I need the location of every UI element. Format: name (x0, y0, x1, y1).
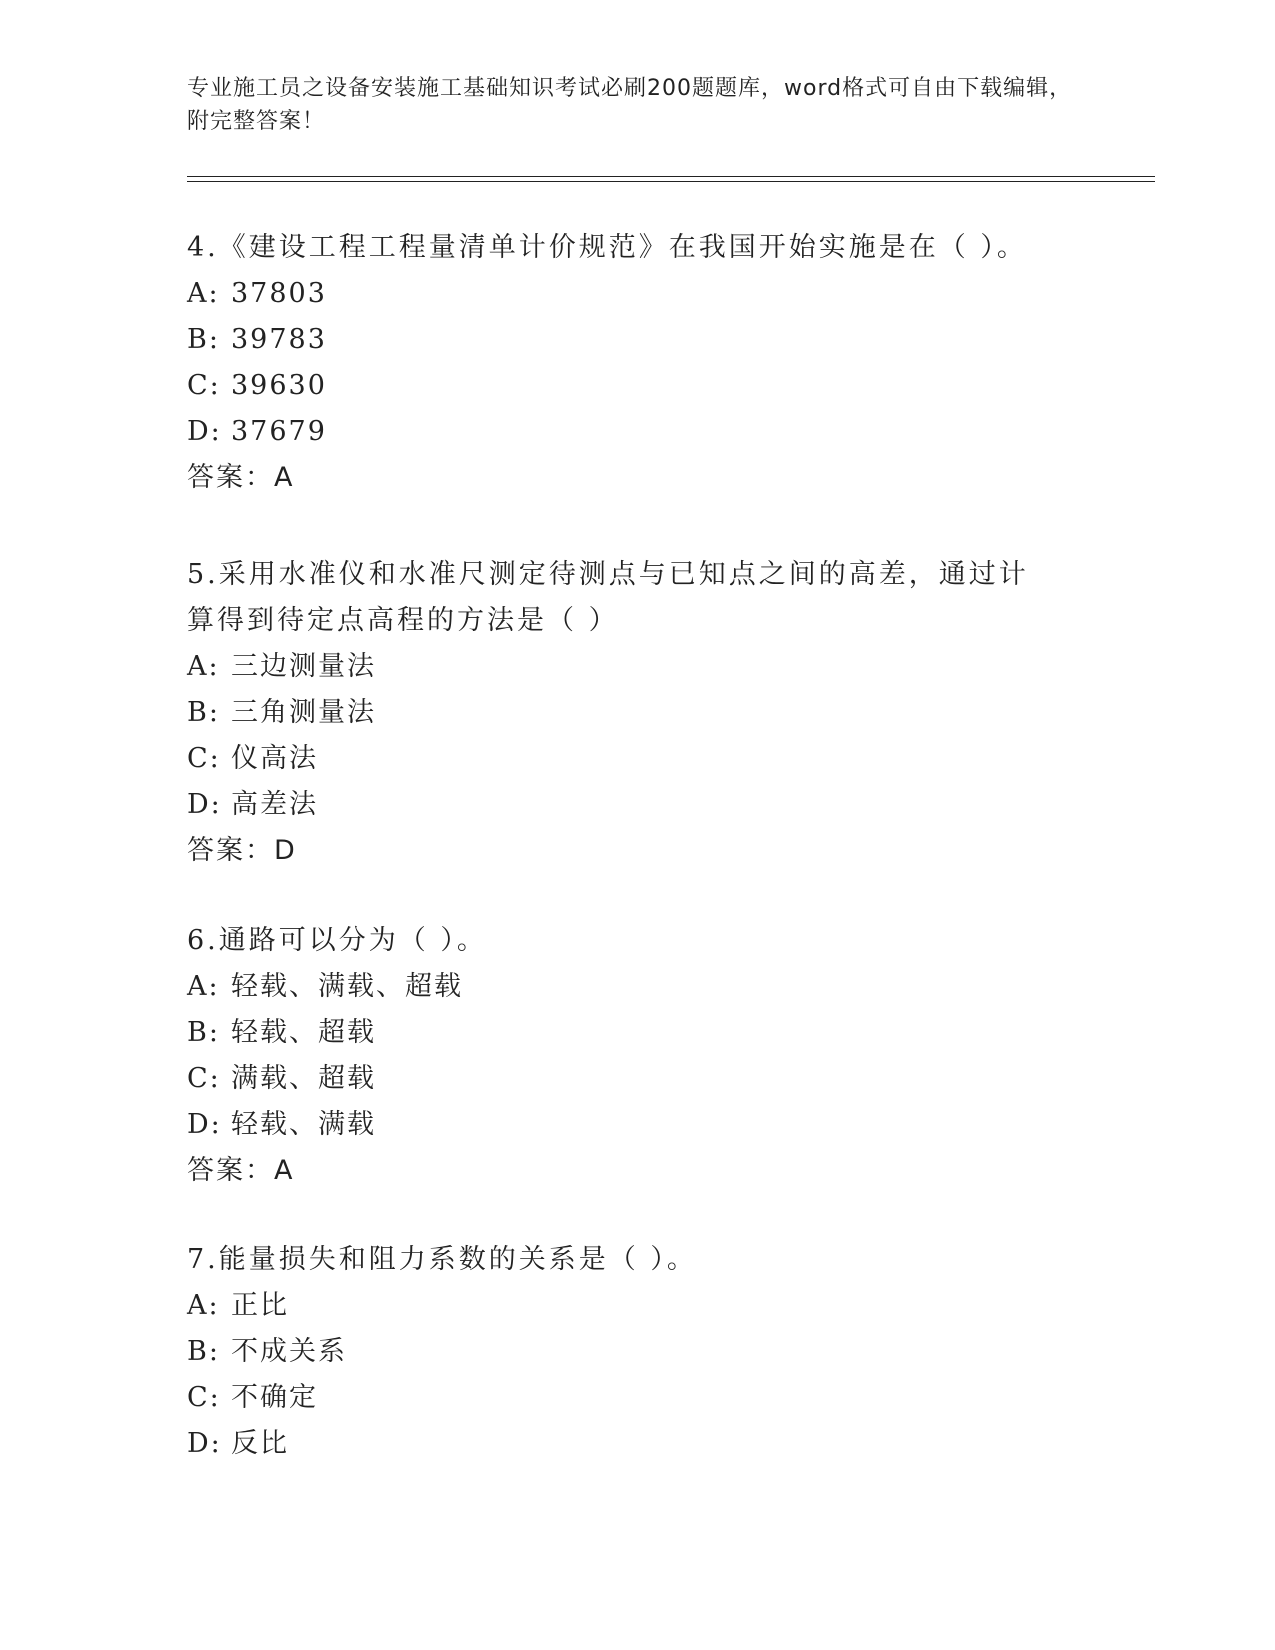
option-letter: C: (187, 743, 221, 774)
option-text: 高差法 (231, 789, 318, 820)
option-a (187, 1283, 1087, 1329)
option-letter: C: (187, 1382, 221, 1413)
answer-line: 答案：D (187, 835, 297, 866)
option-a (187, 964, 1087, 1010)
answer-line: 答案：A (187, 1155, 295, 1186)
option-letter: A: (187, 651, 220, 682)
option-text: 三边测量法 (231, 651, 376, 682)
question-5 (187, 552, 1087, 874)
option-letter: D: (187, 789, 222, 820)
question-stem: 4.《建设工程工程量清单计价规范》在我国开始实施是在（ ）。 (187, 232, 1027, 263)
option-text: 反比 (231, 1428, 289, 1459)
option-text: 39630 (231, 370, 327, 401)
option-letter: B: (187, 324, 220, 355)
option-b (187, 317, 1087, 363)
question-4 (187, 225, 1087, 501)
question-6 (187, 918, 1087, 1194)
option-d (187, 1421, 1087, 1467)
option-text: 正比 (231, 1290, 289, 1321)
question-7 (187, 1237, 1087, 1467)
option-text: 不确定 (231, 1382, 318, 1413)
option-c (187, 1056, 1087, 1102)
option-d (187, 409, 1087, 455)
option-d (187, 1102, 1087, 1148)
option-text: 37803 (231, 278, 327, 309)
option-a (187, 644, 1087, 690)
option-text: 满载、超载 (231, 1063, 376, 1094)
option-text: 37679 (231, 416, 327, 447)
option-d (187, 782, 1087, 828)
option-letter: B: (187, 1336, 220, 1367)
question-stem: 6.通路可以分为（ ）。 (187, 925, 487, 956)
header-double-rule (187, 176, 1155, 182)
option-letter: D: (187, 416, 222, 447)
document-header: 专业施工员之设备安装施工基础知识考试必刷200题题库，word格式可自由下载编辑，附完整答案！ (187, 76, 1073, 134)
option-c (187, 1375, 1087, 1421)
option-letter: B: (187, 1017, 220, 1048)
option-b (187, 1010, 1087, 1056)
option-letter: A: (187, 1290, 220, 1321)
option-text: 轻载、满载 (231, 1109, 376, 1140)
option-letter: A: (187, 971, 220, 1002)
option-text: 轻载、满载、超载 (231, 971, 463, 1002)
option-text: 仪高法 (231, 743, 318, 774)
option-letter: D: (187, 1428, 222, 1459)
option-a (187, 271, 1087, 317)
option-c (187, 363, 1087, 409)
option-letter: C: (187, 370, 221, 401)
option-letter: D: (187, 1109, 222, 1140)
option-text: 不成关系 (231, 1336, 347, 1367)
option-text: 39783 (231, 324, 327, 355)
option-letter: A: (187, 278, 220, 309)
answer-line: 答案：A (187, 462, 295, 493)
question-stem: 5.采用水准仪和水准尺测定待测点与已知点之间的高差，通过计算得到待定点高程的方法是（ ） (187, 559, 1029, 636)
option-text: 轻载、超载 (231, 1017, 376, 1048)
option-letter: B: (187, 697, 220, 728)
option-b (187, 1329, 1087, 1375)
option-c (187, 736, 1087, 782)
option-text: 三角测量法 (231, 697, 376, 728)
option-b (187, 690, 1087, 736)
option-letter: C: (187, 1063, 221, 1094)
question-stem: 7.能量损失和阻力系数的关系是（ ）。 (187, 1244, 697, 1275)
